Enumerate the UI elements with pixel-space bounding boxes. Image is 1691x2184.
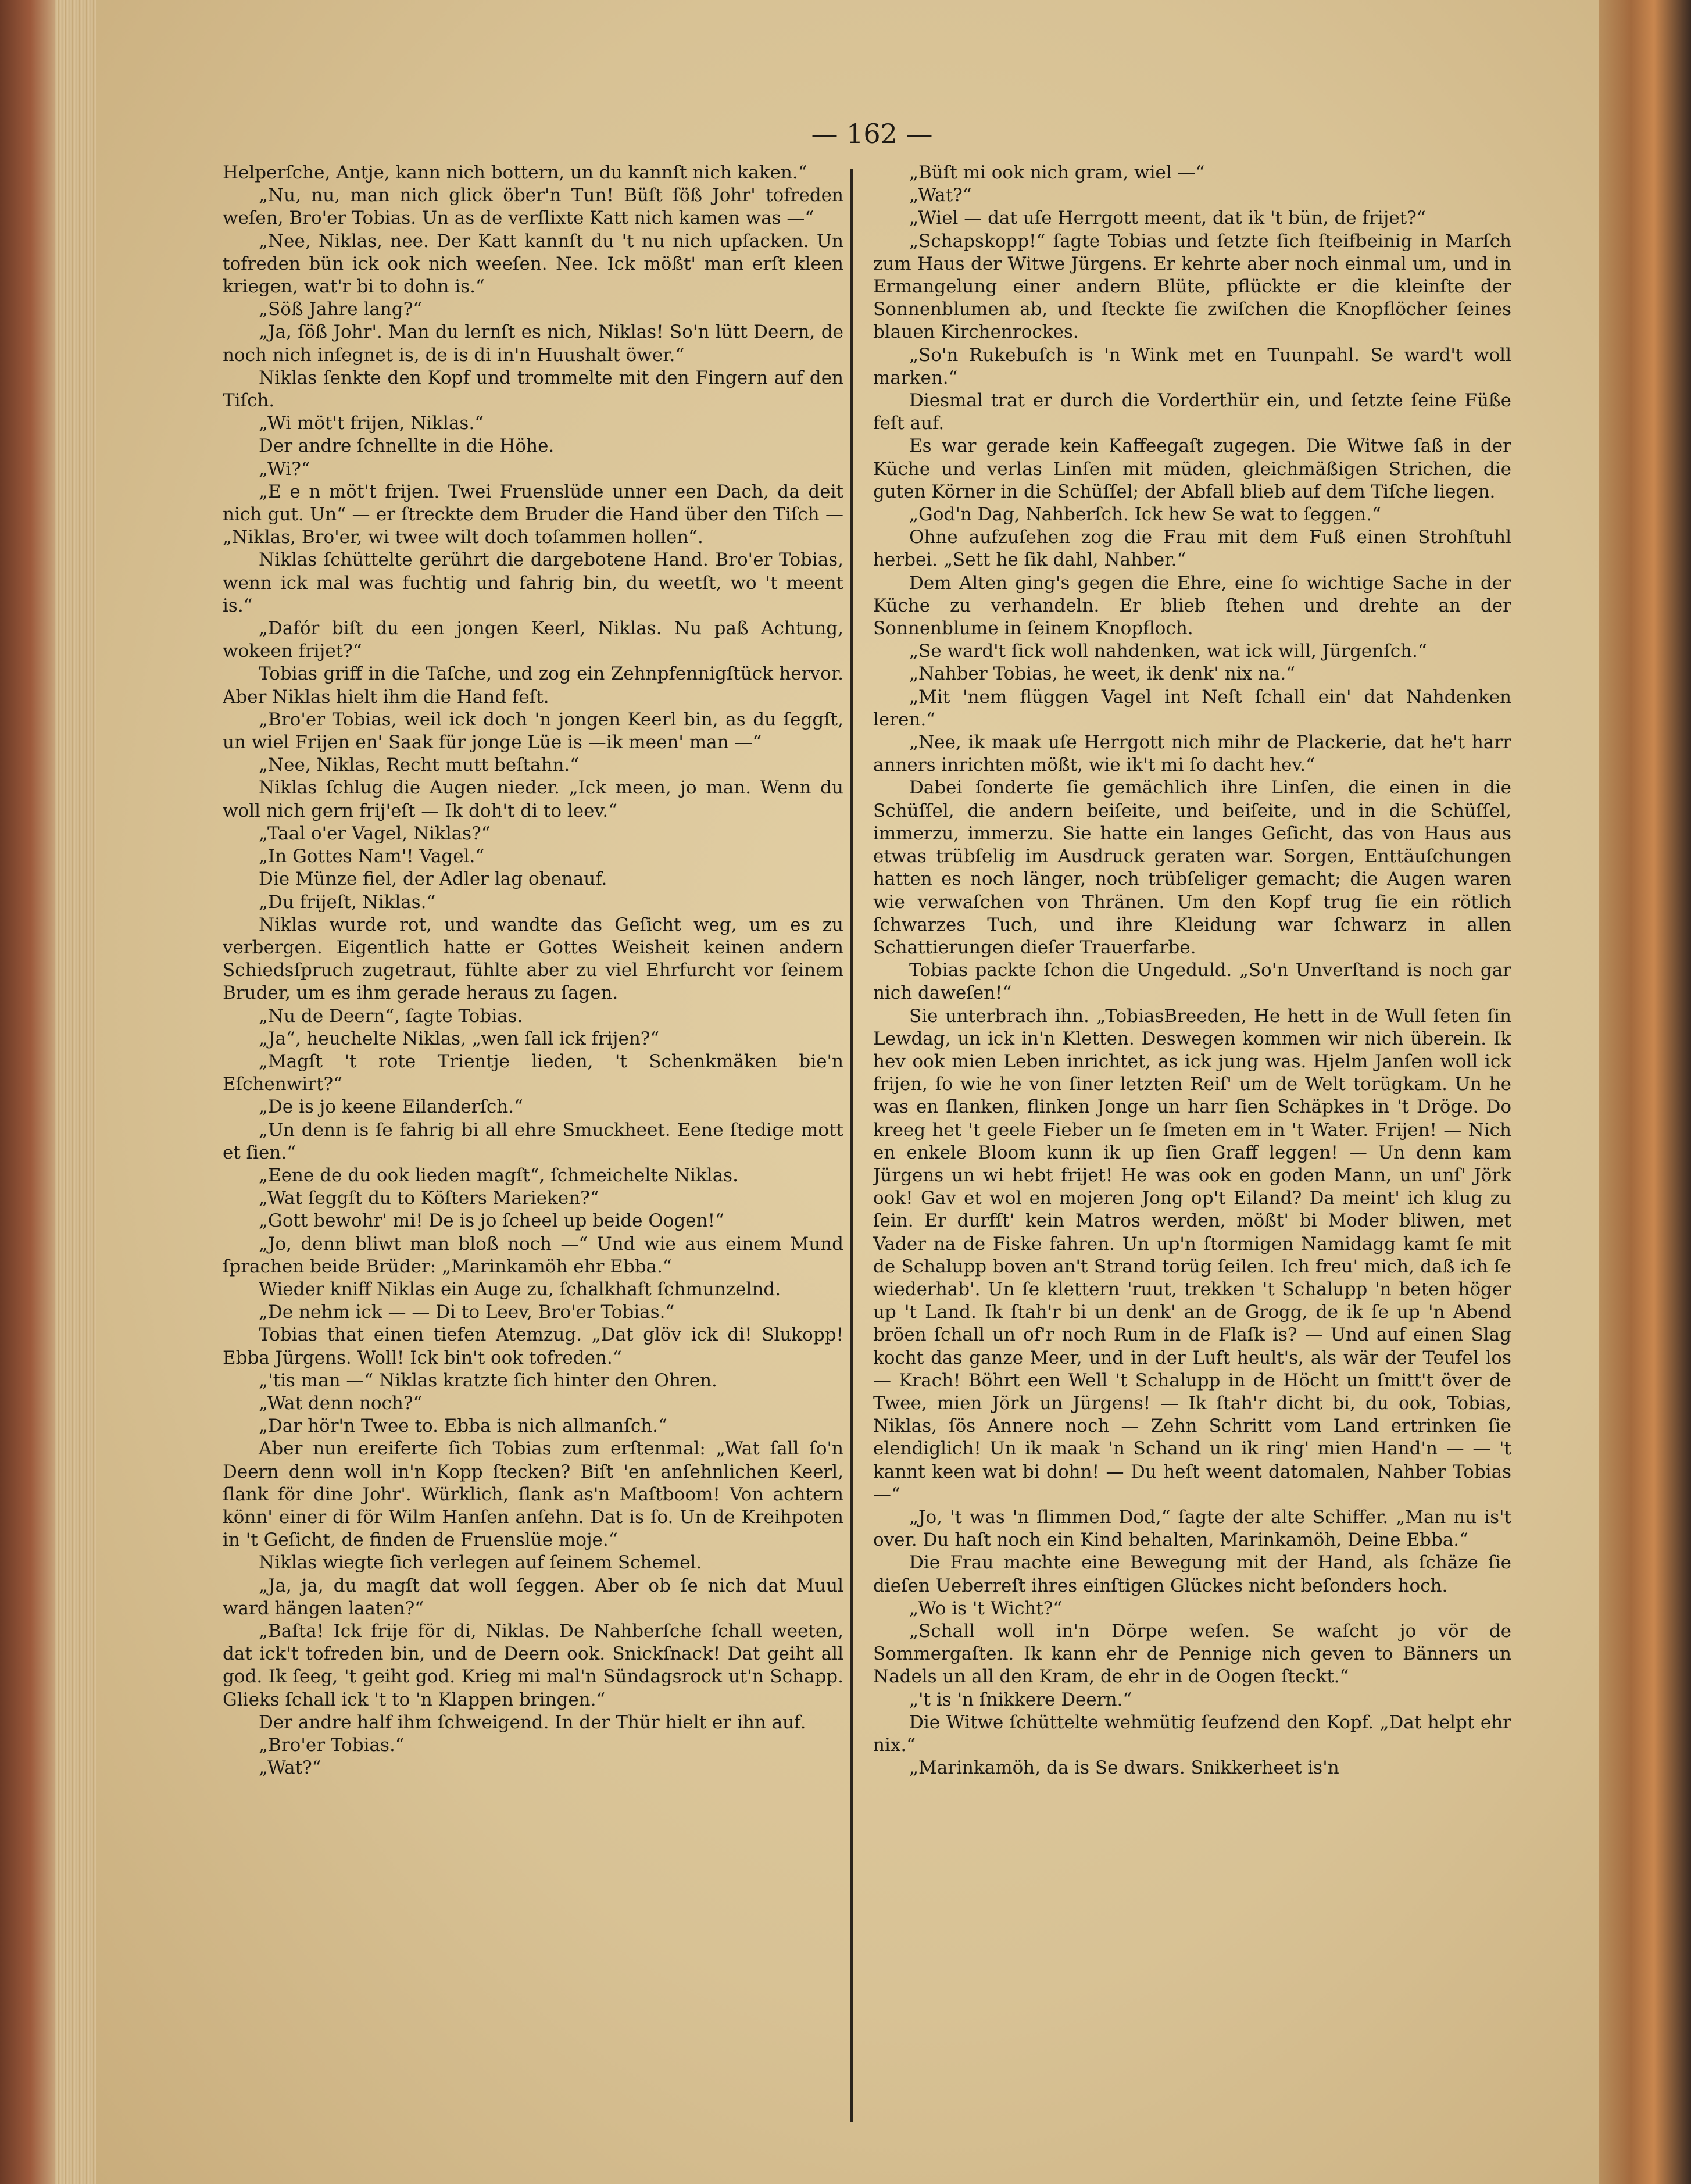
right-page-edge [1599,0,1691,2184]
paragraph: Der andre ſchnellte in die Höhe. [259,435,555,457]
paragraph: „Du frijeſt, Niklas.“ [259,891,436,913]
paragraph: „So'n Rukebuſch is 'n Wink met en Tuunpahl. Se ward't woll marken.“ [873,344,1511,388]
paragraph: Diesmal trat er durch die Vorderthür ein, und ſetzte ſeine Füße feſt auf. [873,390,1511,434]
paragraph: Niklas wurde rot, und wandte das Geſicht weg, um es zu verbergen. Eigentlich hatte er Gottes Weisheit keinen andern Schiedsſpruch zugetraut, fühlte aber zu viel Ehrfurcht vor ſeinem Bruder, um es ihm gerade heraus zu ſagen. [223,914,843,1004]
paragraph: Die Frau machte eine Bewegung mit der Hand, als ſchäze ſie dieſen Ueberreſt ihres einſtigen Glückes nicht beſonders hoch. [873,1552,1511,1596]
paragraph: „Jo, 't was 'n ſlimmen Dod,“ ſagte der alte Schiffer. „Man nu is't over. Du haſt noch ein Kind behalten, Marinkamöh, Deine Ebba.“ [873,1506,1511,1551]
paragraph: „Wat ſeggſt du to Köſters Marieken?“ [259,1188,599,1209]
paragraph: Dem Alten ging's gegen die Ehre, eine ſo wichtige Sache in der Küche zu verhandeln. Er blieb ſtehen und drehte an der Sonnenblume in ſeinem Knopfloch. [873,572,1511,639]
paragraph: „Eene de du ook lieden magſt“, ſchmeichelte Niklas. [259,1164,738,1186]
paragraph: „Wi?“ [259,458,310,480]
paragraph: Niklas wiegte ſich verlegen auf ſeinem Schemel. [259,1552,702,1574]
paragraph: Tobias that einen tiefen Atemzug. „Dat glöv ick di! Slukopp! Ebba Jürgens. Woll! Ick bin't ook tofreden.“ [223,1324,843,1368]
paragraph: Niklas ſchüttelte gerührt die dargebotene Hand. Bro'er Tobias, wenn ick mal was fuchtig und fahrig bin, du weetſt, wo 't meent is.“ [223,549,843,616]
paragraph: „Bro'er Tobias, weil ick doch 'n jongen Keerl bin, as du ſeggſt, un wiel Frijen en' Saak für jonge Lüe is —ik meen' man —“ [223,709,843,753]
paragraph: „Söß Jahre lang?“ [259,299,423,320]
paragraph: „Magſt 't rote Trientje lieden, 't Schenkmäken bie'n Eſchenwirt?“ [223,1050,843,1095]
paragraph: Wieder kniff Niklas ein Auge zu, ſchalkhaft ſchmunzelnd. [259,1278,781,1300]
paragraph: „Bro'er Tobias.“ [259,1735,405,1756]
left-text-column [223,162,843,2126]
paragraph: Die Witwe ſchüttelte wehmütig ſeufzend den Kopf. „Dat helpt ehr nix.“ [873,1711,1511,1756]
paragraph: „God'n Dag, Nahberſch. Ick hew Se wat to ſeggen.“ [909,504,1381,526]
paragraph: „Baſta! Ick frije för di, Niklas. De Nahberſche ſchall weeten, dat ick't tofreden bin, und de Deern ook. Snickſnack! Dat geiht all god. Ik ſeeg, 't geiht god. Krieg mi mal'n Sündagsrock ut'n Schapp. Glieks ſchall ick 't to 'n Klappen bringen.“ [223,1621,843,1710]
paragraph: „Wat denn noch?“ [259,1392,423,1414]
paragraph: „Nu de Deern“, ſagte Tobias. [259,1005,523,1027]
paragraph: „De is jo keene Eilanderſch.“ [259,1096,523,1118]
paragraph: Tobias griff in die Taſche, und zog ein Zehnpfennigſtück hervor. Aber Niklas hielt ihm die Hand feſt. [223,663,843,707]
paragraph: „'tis man —“ Niklas kratzte ſich hinter den Ohren. [259,1370,717,1391]
paragraph: „Ja“, heuchelte Niklas, „wen ſall ick frijen?“ [259,1028,660,1049]
paragraph: „Schall woll in'n Dörpe weſen. Se waſcht jo vör de Sommergaſten. Ik kann ehr de Pennige nich geven to Bänners un Nadels un all den Kram, de ehr in de Oogen ſteckt.“ [873,1621,1511,1688]
page-number: — 162 — [811,118,933,149]
paragraph: „Taal o'er Vagel, Niklas?“ [259,823,491,844]
column-divider [850,169,853,2122]
paragraph: Dabei ſonderte ſie gemächlich ihre Linſen, die einen in die Schüſſel, die andern beiſeite, und beiſeite, und in die Schüſſel, immerzu, immerzu. Sie hatte ein langes Geſicht, das von Haus aus etwas trübſelig im Ausdruck geraten war. Sorgen, Enttäuſchungen hatten es noch länger, noch trübſeliger gemacht; die Augen waren wie verwaſchen von Thränen. Um den Kopf trug ſie ein rötlich ſchwarzes Tuch, und ihre Kleidung war ſchwarz in allen Schattierungen dieſer Trauerfarbe. [873,777,1511,958]
paragraph: Sie unterbrach ihn. „TobiasBreeden, He hett in de Wull ſeten ſin Lewdag, un ick in'n Kletten. Deswegen kommen wir nich überein. Ik hev ook mien Leben inrichtet, as ick jung was. Hjelm Janſen woll ick frijen, ſo wie he von ſiner letzten Reiſ' um de Welt torügkam. Un he was en ſlanken, flinken Jonge un harr ſien Schäpkes in 't Dröge. Do kreeg het 't geele Fieber un ſe ſmeten em in 't Water. Frijen! — Nich en enkele Bloom kunn ik up ſien Graff leggen! — Un denn kam Jürgens un wi hebt frijet! He was ook en goden Mann, un unſ' Jörk ook! Gav et wol en mojeren Jong op't Eiland? Da meint' ich klug zu ſein. Er durfſt' kein Matros werden, mößt' bi Moder bliwen, met Vader na de Fiske fahren. Un up'n ſtormigen Namidagg kamt ſe mit de Schalupp boven an't Strand torüg ſeilen. Ich freu' mich, daß ich ſe wiederhab'. Un ſe klettern 'ruut, trekken 't Schalupp 'n beten höger up 't Land. Ik ſtah'r bi un denk' an de Grogg, de ik ſe up 'n Abend bröen ſchall un of'r noch Rum in de Flaſk is? — Und auf einen Slag kocht das ganze Meer, und in der Luft heult's, als wär der Teufel los — Krach! Böhrt een Well 't Schalupp in de Höcht un ſmitt't över de Twee, mien Jörk un Jürgens! — Ik ſtah'r dicht bi, du ook, Tobias, Niklas, ſös Annere noch — Zehn Schritt vom Land ertrinken ſie elendiglich! Un ik maak 'n Schand un ik ring' mien Hand'n — — 't kannt keen wat bi dohn! — Du heſt weent datomalen, Nahber Tobias —“ [873,1005,1511,1505]
paragraph: „Nahber Tobias, he weet, ik denk' nix na.“ [909,663,1296,685]
paragraph: „Gott bewohr' mi! De is jo ſcheel up beide Oogen!“ [259,1210,724,1232]
paragraph: Ohne aufzuſehen zog die Frau mit dem Fuß einen Strohſtuhl herbei. „Sett he ſik dahl, Nahber.“ [873,527,1511,571]
paragraph: Niklas ſenkte den Kopf und trommelte mit den Fingern auf den Tiſch. [223,367,843,412]
right-text-column [873,162,1511,2126]
paragraph: Helperſche, Antje, kann nich bottern, un du kannſt nich kaken.“ [223,162,807,183]
paragraph: „Wiel — dat uſe Herrgott meent, dat ik 't bün, de frijet?“ [909,208,1426,229]
paragraph: „Dafór biſt du een jongen Keerl, Niklas. Nu paß Achtung, wokeen frijet?“ [223,618,843,662]
paragraph: „De nehm ick — — Di to Leev, Bro'er Tobias.“ [259,1302,675,1323]
paragraph: Niklas ſchlug die Augen nieder. „Ick meen, jo man. Wenn du woll nich gern frij'eſt — Ik doh't di to leev.“ [223,777,843,821]
paragraph: „Ja, ja, du magſt dat woll ſeggen. Aber ob ſe nich dat Muul ward hängen laaten?“ [223,1575,843,1619]
paragraph: „Wat?“ [259,1757,321,1779]
paragraph: „Se ward't ſick woll nahdenken, wat ick will, Jürgenſch.“ [909,641,1427,662]
paragraph: „Ja, ſöß Johr'. Man du lernſt es nich, Niklas! So'n lütt Deern, de noch nich inſegnet is, de is di in'n Huushalt öwer.“ [223,321,843,366]
paragraph: „Jo, denn bliwt man bloß noch —“ Und wie aus einem Mund ſprachen beide Brüder: „Marinkamöh ehr Ebba.“ [223,1233,843,1277]
paragraph: Der andre half ihm ſchweigend. In der Thür hielt er ihn auf. [259,1711,806,1733]
paragraph: „Marinkamöh, da is Se dwars. Snikkerheet is'n [909,1757,1339,1779]
paragraph: „Nu, nu, man nich glick öber'n Tun! Büſt ſöß Johr' tofreden weſen, Bro'er Tobias. Un as de verſlixte Katt nich kamen was —“ [223,185,843,229]
paragraph: Aber nun ereiferte ſich Tobias zum erſtenmal: „Wat ſall ſo'n Deern denn woll in'n Kopp ſtecken? Biſt 'en anſehnlichen Keerl, ſlank för dine Johr'. Würklich, ſlank as'n Maſtboom! Von achtern könn' einer di för Wilm Hanſen anſehn. Dat is ſo. Un de Kreihpoten in 't Geſicht, de finden de Fruenslüe moje.“ [223,1438,843,1551]
paragraph: „Wat?“ [909,185,972,206]
paragraph: „Nee, ik maak uſe Herrgott nich mihr de Plackerie, dat he't harr anners inrichten mößt, wie ik't mi ſo dacht hev.“ [873,732,1511,776]
paragraph: „Nee, Niklas, nee. Der Katt kannſt du 't nu nich upſacken. Un tofreden bün ick ook nich weeſen. Nee. Ick mößt' man erſt kleen kriegen, wat'r bi to dohn is.“ [223,230,843,298]
paragraph: „'t is 'n ſnikkere Deern.“ [909,1689,1132,1710]
paragraph: Die Münze fiel, der Adler lag obenauf. [259,868,607,890]
paragraph: Es war gerade kein Kaffeegaſt zugegen. Die Witwe ſaß in der Küche und verlas Linſen mit müden, gleichmäßigen Strichen, die guten Körner in die Schüſſel; der Abfall blieb auf dem Tiſche liegen. [873,435,1511,502]
paragraph: „E e n möt't frijen. Twei Fruenslüde unner een Dach, da deit nich gut. Un“ — er ſtreckte dem Bruder die Hand über den Tiſch — „Niklas, Bro'er, wi twee wilt doch toſammen hollen“. [223,481,843,548]
paragraph: „Nee, Niklas, Recht mutt beſtahn.“ [259,755,580,776]
book-binding [0,0,55,2184]
paragraph: „Mit 'nem flüggen Vagel int Neſt ſchall ein' dat Nahdenken leren.“ [873,686,1511,730]
paragraph: „Wi möt't frijen, Niklas.“ [259,413,484,434]
paragraph: „Büſt mi ook nich gram, wiel —“ [909,162,1205,183]
paragraph: „Dar hör'n Twee to. Ebba is nich allmanſch.“ [259,1416,667,1437]
paragraph: „Schapskopp!“ ſagte Tobias und ſetzte ſich ſteifbeinig in Marſch zum Haus der Witwe Jürgens. Er kehrte aber noch einmal um, und in Ermangelung einer andern Blüte, pflückte er die kleinſte der Sonnenblumen ab, und ſteckte ſie zwiſchen die Knopflöcher ſeines blauen Kirchenrockes. [873,230,1511,343]
paragraph: Tobias packte ſchon die Ungeduld. „So'n Unverſtand is noch gar nich daweſen!“ [873,960,1511,1004]
paragraph: „Wo is 't Wicht?“ [909,1597,1063,1619]
paragraph: „Un denn is ſe fahrig bi all ehre Smuckheet. Eene ſtedige mott et ſien.“ [223,1119,843,1163]
paragraph: „In Gottes Nam'! Vagel.“ [259,846,485,867]
left-page-edges [55,0,96,2184]
